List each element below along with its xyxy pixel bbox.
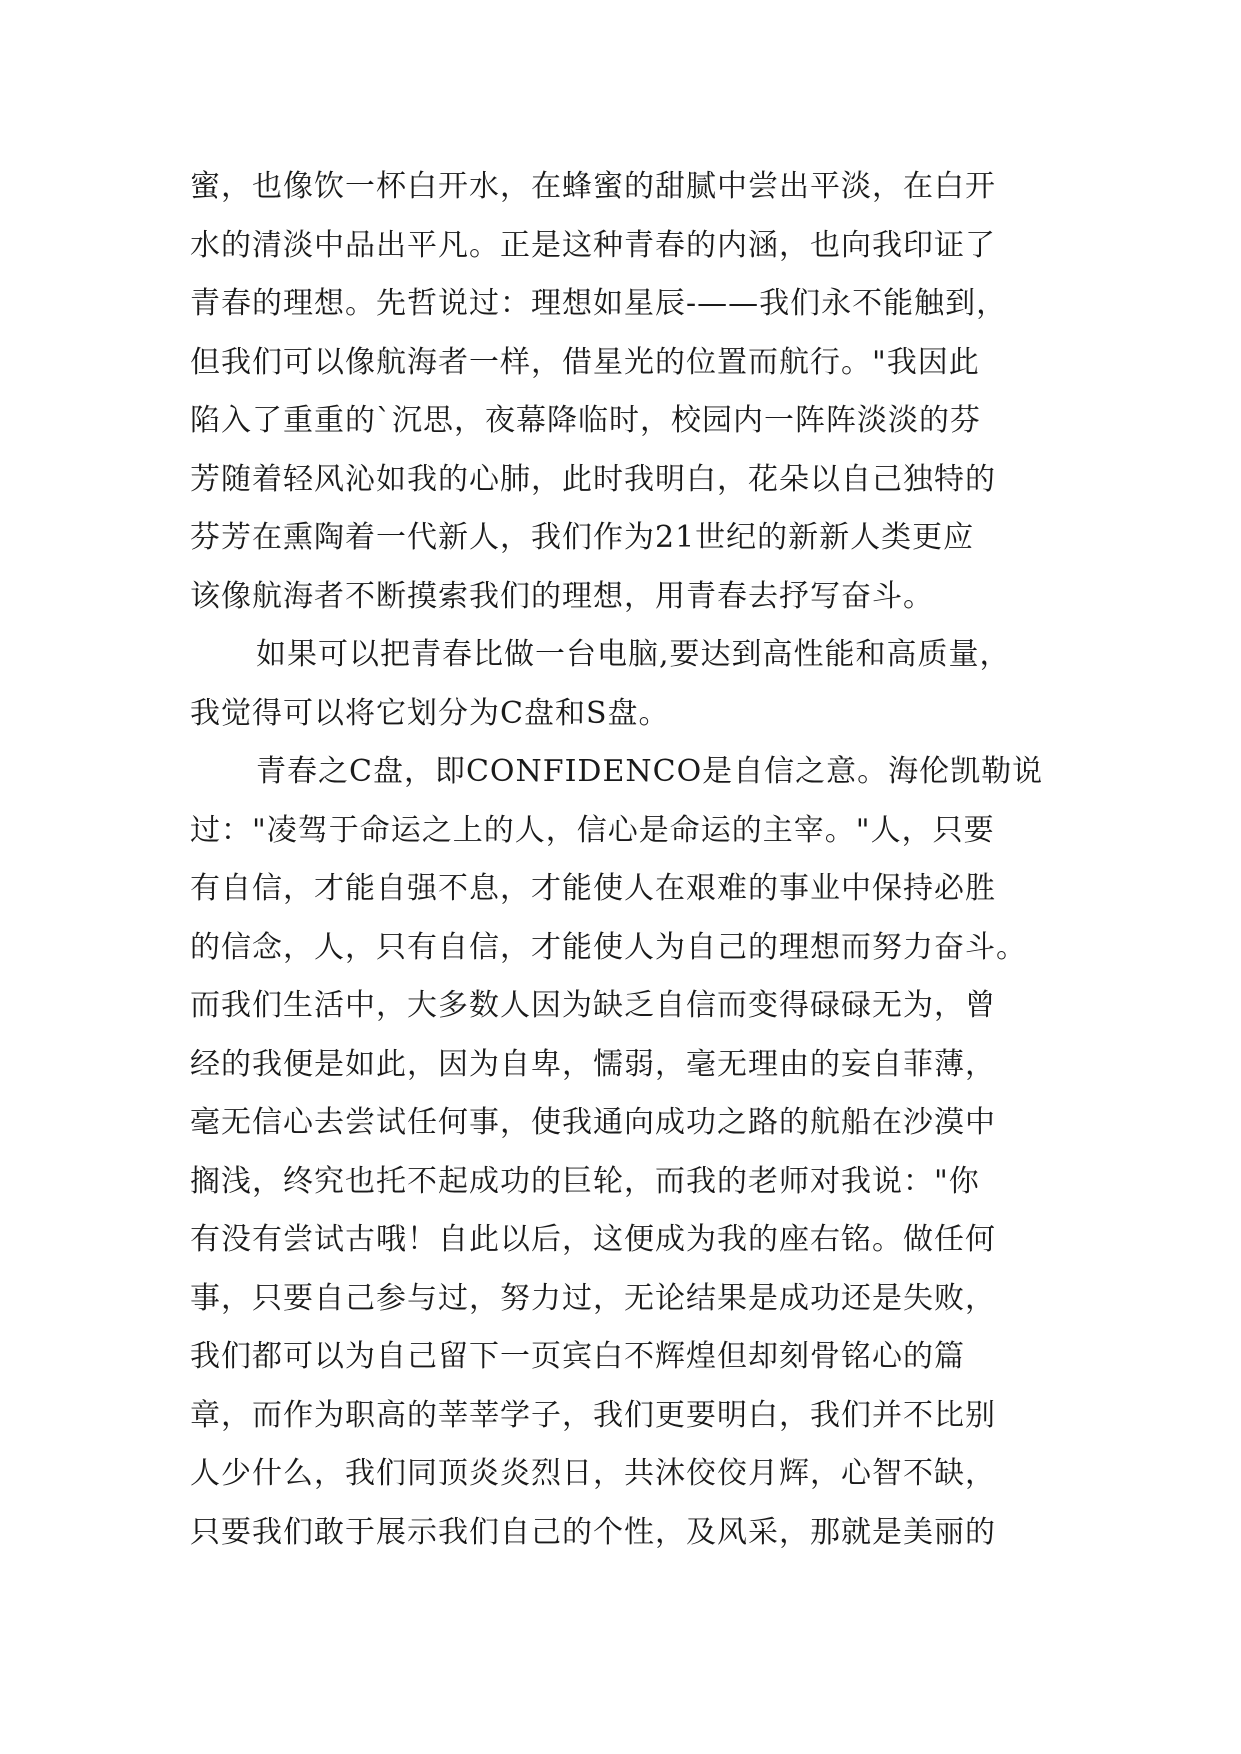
text-line: 如果可以把青春比做一台电脑,要达到高性能和高质量， — [256, 637, 1011, 672]
text-line: 人少什么，我们同顶炎炎烈日，共沐佼佼月辉，心智不缺， — [190, 1456, 996, 1491]
text-line: 过："凌驾于命运之上的人，信心是命运的主宰。"人，只要 — [190, 812, 995, 848]
text-line: 的信念，人，只有自信，才能使人为自己的理想而努力奋斗。 — [190, 929, 1027, 965]
text-line: 事，只要自己参与过，努力过，无论结果是成功还是失败， — [190, 1280, 996, 1316]
text-line: 毫无信心去尝试任何事，使我通向成功之路的航船在沙漠中 — [190, 1105, 996, 1140]
text-line: 青春的理想。先哲说过：理想如星辰-——我们永不能触到， — [190, 286, 1008, 321]
text-line: 芬芳在熏陶着一代新人，我们作为21世纪的新新人类更应 — [190, 520, 975, 555]
text-line: 有自信，才能自强不息，才能使人在艰难的事业中保持必胜 — [190, 871, 996, 906]
text-line: 水的清淡中品出平凡。正是这种青春的内涵，也向我印证了 — [190, 227, 996, 263]
text-line: 我们都可以为自己留下一页宾白不辉煌但却刻骨铭心的篇 — [190, 1339, 965, 1374]
text-line: 而我们生活中，大多数人因为缺乏自信而变得碌碌无为，曾 — [190, 988, 996, 1023]
text-line: 经的我便是如此，因为自卑，懦弱，毫无理由的妄自菲薄， — [190, 1046, 996, 1082]
text-line: 芳随着轻风沁如我的心肺，此时我明白，花朵以自己独特的 — [190, 461, 996, 497]
text-line: 只要我们敢于展示我们自己的个性，及风采，那就是美丽的 — [190, 1514, 996, 1550]
text-line: 我觉得可以将它划分为C盘和S盘。 — [190, 695, 670, 731]
text-line: 青春之C盘，即CONFIDENCO是自信之意。海伦凯勒说 — [256, 754, 1044, 789]
body-text — [190, 158, 1070, 1562]
text-line: 搁浅，终究也托不起成功的巨轮，而我的老师对我说："你 — [190, 1163, 980, 1199]
text-line: 但我们可以像航海者一样，借星光的位置而航行。"我因此 — [190, 344, 980, 380]
text-line: 蜜，也像饮一杯白开水，在蜂蜜的甜腻中尝出平淡，在白开 — [190, 169, 996, 204]
text-line: 有没有尝试古哦！自此以后，这便成为我的座右铭。做任何 — [190, 1222, 996, 1257]
text-line: 章，而作为职高的莘莘学子，我们更要明白，我们并不比别 — [190, 1397, 996, 1433]
text-line: 陷入了重重的`沉思，夜幕降临时，校园内一阵阵淡淡的芬 — [190, 403, 981, 438]
text-line: 该像航海者不断摸索我们的理想，用青春去抒写奋斗。 — [190, 578, 934, 614]
